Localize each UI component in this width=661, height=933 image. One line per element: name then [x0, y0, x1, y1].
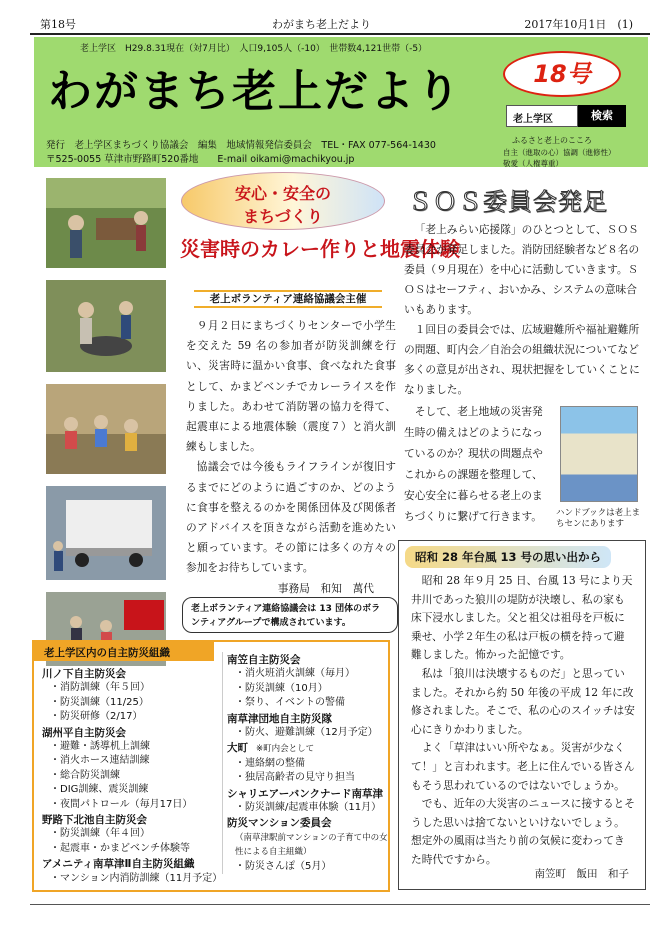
curry-paragraph-1: ９月２日にまちづくりセンターで小学生を交えた 59 名の参加者が防災訓練を行い、災害時に温かい食事、食べなれた食事として、かまどベンチでカレーライスを作りました。あわせて消防署の協力を得て、起震車による地震体験（震度７）と消火訓練もしました。: [186, 319, 396, 454]
bosai-activity-item: ・避難・誘導机上訓練: [50, 741, 150, 753]
bosai-org-name: 大町 ※町内会として: [227, 742, 315, 755]
bosai-activity-item: ・起震車・かまどベンチ体験等: [50, 842, 190, 854]
bosai-activity-item: ・消火班消火訓練（毎月）: [235, 668, 355, 680]
sos-title: ＳＯＳ委員会発足: [408, 188, 608, 216]
publisher-line: 発行 老上学区まちづくり協議会 編集 地域情報発信委員会 TEL・FAX 077-564-1430: [46, 140, 436, 151]
population-stats: 老上学区 H29.8.31現在（対7月比） 人口9,105人（-10） 世帯数4,121世帯（-5）: [80, 44, 428, 54]
handbook-caption: ハンドブックは老上まちセンにあります: [556, 508, 641, 529]
bosai-org-name: 南草津団地自主防災隊: [227, 712, 332, 725]
bosai-activity-item: ・夜間パトロール（毎月17日）: [50, 798, 193, 810]
typhoon-column: [398, 540, 646, 890]
motto-line-1: 自主（進取の心）協調（進修性）: [503, 148, 616, 157]
volunteer-note: 老上ボランティア連絡協議会は 13 団体のボランティアグループで構成されています。: [182, 597, 398, 633]
bosai-activity-item: ・DIG訓練、震災訓練: [50, 784, 149, 796]
bosai-activity-item: ・防火、避難訓練（12月予定）: [235, 727, 378, 739]
issue-badge: 18号: [503, 51, 621, 97]
safety-heading-line-1: 安心・安全の: [234, 184, 331, 203]
bosai-activity-item: ・消防訓練（年５回）: [50, 682, 150, 694]
bosai-title: 老上学区内の自主防災組織: [34, 642, 214, 661]
bosai-activity-item: ・防災研修（2/17）: [50, 711, 143, 723]
sos-paragraph-2: １回目の委員会では、広域避難所や福祉避難所の問題、町内会／自治会の組織状況についてなど多くの意見が出され、現状把握をしていくことになりました。: [404, 323, 640, 396]
search-input[interactable]: 老上学区: [506, 105, 578, 127]
bosai-activity-item: ・防災訓練（年４回）: [50, 828, 150, 840]
sos-paragraph-1: 「老上みらい応援隊」のひとつとして、ＳＯＳ委員会が発足しました。消防団経験者など８名の委員（９月現在）を中心に活動していきます。ＳＯＳはセーフティ、おいかみ、システムの意味合いもあります。: [404, 223, 640, 316]
page-number: (1): [617, 18, 633, 31]
bosai-column-2: [222, 652, 390, 874]
bosai-org-name: 防災マンション委員会: [227, 817, 332, 830]
bosai-activity-item: ・防災訓練（10月）: [235, 682, 328, 694]
sos-article: [404, 220, 640, 400]
issue-number: 第18号: [40, 18, 76, 31]
search-button[interactable]: 検索: [578, 105, 626, 127]
bosai-activity-item: ・防災訓練/起震車体験（11月）: [235, 802, 382, 814]
sponsor-badge: 老上ボランティア連絡協議会主催: [194, 290, 382, 308]
bosai-activity-item: ・祭り、イベントの警備: [235, 697, 345, 709]
photo-column: [46, 178, 170, 678]
header-line: [40, 16, 633, 32]
safety-heading: [181, 172, 385, 230]
bosai-org-name: 川ノ下自主防災会: [42, 668, 126, 680]
typhoon-signature: 南笠町 飯田 和子: [534, 868, 629, 880]
bosai-activity-item: ・マンション内消防訓練（11月予定）: [50, 872, 223, 884]
bosai-column-1: [42, 666, 222, 886]
typhoon-title: 昭和 28 年台風 13 号の思い出から: [405, 546, 611, 568]
curry-article-title: 災害時のカレー作りと地震体験: [180, 237, 460, 261]
bosai-org-name: 南笠自主防災会: [227, 654, 301, 666]
bosai-activity-item: ・連絡網の整備: [235, 757, 305, 769]
bosai-activity-item: ・消火ホース連結訓練: [50, 755, 150, 767]
publisher-info: [46, 139, 436, 167]
slogan: ふるさと老上のこころ: [512, 136, 592, 145]
bosai-org-name: アメニティ南草津Ⅱ自主防災組織: [42, 858, 195, 871]
curry-paragraph-2: 協議会では今後もライフラインが復旧するまでにどのように過ごすのか、どのように食事を整えるのかを関係団体及び関係者のアドバイスを頂きながら活動を進めたいと願っています。その節には多くの方々の参加をお待ちしています。: [186, 460, 396, 575]
masthead: [34, 37, 648, 167]
photo-children-meal: [46, 384, 166, 474]
bottom-divider: [30, 904, 650, 905]
bosai-activity-item: ・独居高齢者の見守り担当: [235, 772, 355, 784]
bosai-activity-item: ・防災さんぽ（5月）: [235, 860, 332, 872]
bosai-box: [32, 640, 390, 892]
photo-curry-cooking: [46, 178, 166, 268]
paper-name: わがまち老上だより: [272, 18, 371, 31]
bosai-org-note: ※町内会として: [256, 744, 315, 755]
photo-stirring-pot: [46, 280, 166, 372]
sos-paragraph-3: そして、老上地域の災害発生時の備えはどのようになっているのか？現状の問題点やこれからの課題を整理して、安心安全に暮らせる老上のまちづくりに繋げて行きます。: [404, 405, 543, 523]
bosai-org-name: シャリエアーバンクナード南草津: [227, 787, 384, 800]
top-divider: [30, 33, 650, 35]
handbook-image: [560, 406, 638, 502]
typhoon-body: [399, 568, 645, 870]
typhoon-paragraph-2: 私は「狼川は決壊するものだ」と思っていました。それから約 50 年後の平成 12 年に改修されました。そこで、私の心のスイッチは安心にきりかわりました。: [411, 666, 635, 736]
sos-paragraph-3-wrap: [404, 401, 552, 527]
bosai-org-name: 湖州平自主防災会: [42, 726, 126, 739]
safety-heading-line-2: まちづくり: [243, 207, 323, 226]
photo-quake-truck: [46, 486, 166, 580]
bosai-activity-item: ・総合防災訓練: [50, 769, 120, 781]
curry-article: [186, 316, 396, 599]
typhoon-paragraph-3: よく「草津はいい所やなぁ。災害が少なくて！」と言われます。老上に住んでいる皆さんもそう思われているのではないでしょうか。: [411, 741, 635, 792]
mottos: [503, 147, 643, 169]
curry-signature: 事務局 和知 萬代: [277, 581, 374, 595]
search-box[interactable]: [506, 105, 626, 127]
address-line: 〒525-0055 草津市野路町520番地 E-mail oikami@machikyou.jp: [46, 154, 355, 165]
typhoon-paragraph-4: でも、近年の大災害のニュースに接するとそうした思いは捨てないといけないでしょう。想定外の風雨は当たり前の気候に変わってきた時代ですから。: [411, 797, 635, 866]
bosai-org-name: 野路下北池自主防災会: [42, 814, 147, 827]
masthead-title: わがまち老上だより: [48, 66, 462, 117]
bosai-activity-item: ・防災訓練（11/25）: [50, 696, 149, 708]
typhoon-paragraph-1: 昭和 28 年９月 25 日、台風 13 号により天井川であった狼川の堤防が決壊し、私の家も床下浸水しました。父と祖父は祖母を戸板に乗せ、小学２年生の私は戸板の横を持って避難しました。怖かった記憶です。: [411, 574, 633, 662]
bosai-activity-item: （南草津駅前マンションの子育て中の女性による自主組織）: [235, 832, 388, 858]
issue-date: 2017年10月1日: [524, 18, 607, 31]
motto-line-2: 敬愛（人権尊重）: [503, 159, 563, 168]
